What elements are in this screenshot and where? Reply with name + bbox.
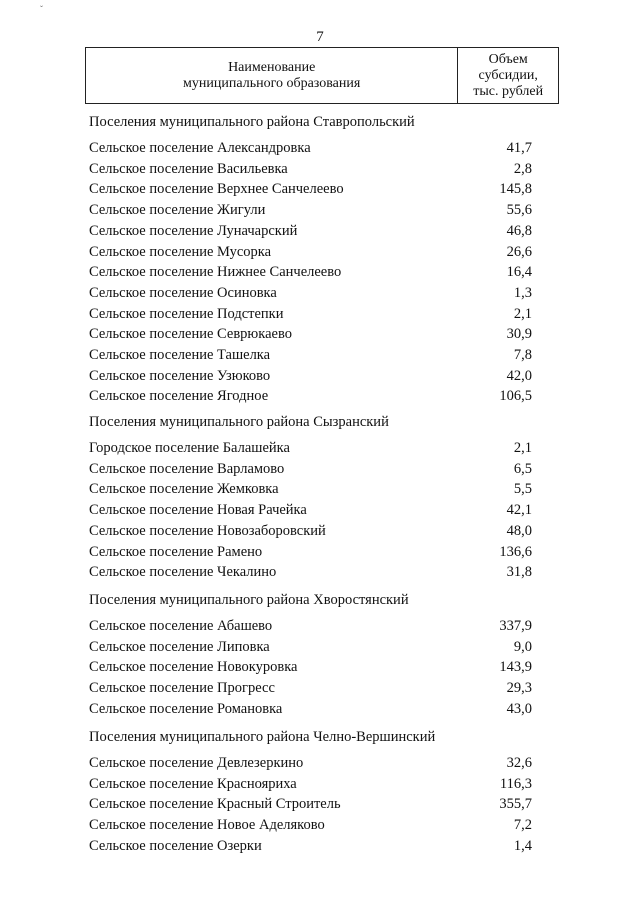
header-volume-line: субсидии,	[478, 67, 538, 83]
subsidy-value: 355,7	[499, 796, 532, 813]
header-volume-line: Объем	[488, 51, 528, 67]
scan-mark: ˇ	[40, 4, 43, 14]
settlement-name: Сельское поселение Жигули	[89, 202, 266, 219]
subsidy-value: 1,4	[513, 837, 532, 854]
settlement-name: Сельское поселение Рамено	[89, 543, 263, 560]
settlement-name: Сельское поселение Новокуровка	[89, 659, 298, 676]
subsidy-value: 7,8	[513, 347, 532, 363]
subsidy-value: 5,5	[513, 481, 532, 498]
settlement-name: Сельское поселение Липовка	[89, 638, 270, 655]
subsidy-value: 2,1	[513, 440, 532, 456]
settlement-name: Сельское поселение Ягодное	[89, 388, 269, 405]
settlement-name: Сельское поселение Александровка	[89, 140, 311, 156]
settlement-name: Сельское поселение Прогресс	[89, 680, 275, 697]
settlement-name: Сельское поселение Нижнее Санчелеево	[89, 264, 342, 281]
subsidy-value: 48,0	[506, 522, 532, 539]
subsidy-value: 26,6	[506, 243, 532, 260]
settlement-name: Сельское поселение Верхнее Санчелеево	[89, 181, 344, 198]
settlement-name: Сельское поселение Озерки	[89, 837, 262, 854]
settlement-name: Сельское поселение Девлезеркино	[89, 755, 304, 771]
district-heading: Поселения муниципального района Челно-Вершинский	[89, 729, 436, 745]
subsidy-value: 337,9	[499, 618, 532, 634]
subsidy-value: 29,3	[506, 680, 532, 697]
header-name-line: Наименование	[228, 59, 316, 75]
settlement-name: Сельское поселение Краснояриха	[89, 775, 297, 792]
settlement-name: Сельское поселение Подстепки	[89, 305, 284, 322]
subsidy-value: 31,8	[506, 564, 532, 581]
header-volume-line: тыс. рублей	[473, 83, 544, 99]
subsidy-value: 16,4	[506, 264, 532, 281]
settlement-name: Сельское поселение Ташелка	[89, 347, 271, 363]
subsidy-value: 6,5	[513, 460, 532, 477]
settlement-name: Сельское поселение Варламово	[89, 460, 285, 477]
settlement-name: Сельское поселение Севрюкаево	[89, 326, 292, 343]
settlement-name: Сельское поселение Васильевка	[89, 160, 288, 177]
settlement-name: Сельское поселение Новое Аделяково	[89, 817, 325, 834]
district-heading: Поселения муниципального района Сызранский	[89, 414, 389, 430]
subsidy-value: 143,9	[499, 659, 532, 676]
settlement-name: Сельское поселение Осиновка	[89, 284, 277, 301]
settlement-name: Сельское поселение Новозаборовский	[89, 522, 326, 539]
header-name-line: муниципального образования	[183, 75, 361, 91]
subsidy-value: 55,6	[506, 202, 532, 219]
district-heading: Поселения муниципального района Ставропольский	[89, 114, 415, 130]
subsidy-value: 41,7	[506, 140, 532, 156]
settlement-name: Сельское поселение Красный Строитель	[89, 796, 341, 813]
subsidy-value: 145,8	[499, 181, 532, 198]
subsidy-value: 42,1	[506, 502, 532, 519]
subsidy-value: 136,6	[499, 543, 532, 560]
subsidy-value: 30,9	[506, 326, 532, 343]
settlement-name: Городское поселение Балашейка	[89, 440, 290, 456]
settlement-name: Сельское поселение Мусорка	[89, 243, 272, 260]
subsidy-value: 32,6	[506, 755, 532, 771]
settlement-name: Сельское поселение Жемковка	[89, 481, 279, 498]
subsidy-value: 9,0	[513, 638, 532, 655]
subsidy-value: 42,0	[506, 367, 532, 384]
settlement-name: Сельское поселение Чекалино	[89, 564, 277, 581]
district-heading: Поселения муниципального района Хворостянский	[89, 592, 409, 608]
settlement-name: Сельское поселение Абашево	[89, 618, 273, 634]
subsidy-value: 2,8	[513, 160, 532, 177]
settlement-name: Сельское поселение Романовка	[89, 700, 283, 717]
subsidy-value: 7,2	[513, 817, 532, 834]
subsidy-value: 46,8	[506, 222, 532, 239]
settlement-name: Сельское поселение Узюково	[89, 367, 271, 384]
subsidy-value: 1,3	[513, 284, 532, 301]
subsidy-value: 116,3	[499, 775, 532, 792]
page-number: 7	[316, 29, 324, 45]
settlement-name: Сельское поселение Луначарский	[89, 222, 298, 239]
subsidy-value: 106,5	[499, 388, 532, 405]
settlement-name: Сельское поселение Новая Рачейка	[89, 502, 307, 519]
subsidy-value: 43,0	[506, 700, 532, 717]
subsidy-value: 2,1	[513, 305, 532, 322]
